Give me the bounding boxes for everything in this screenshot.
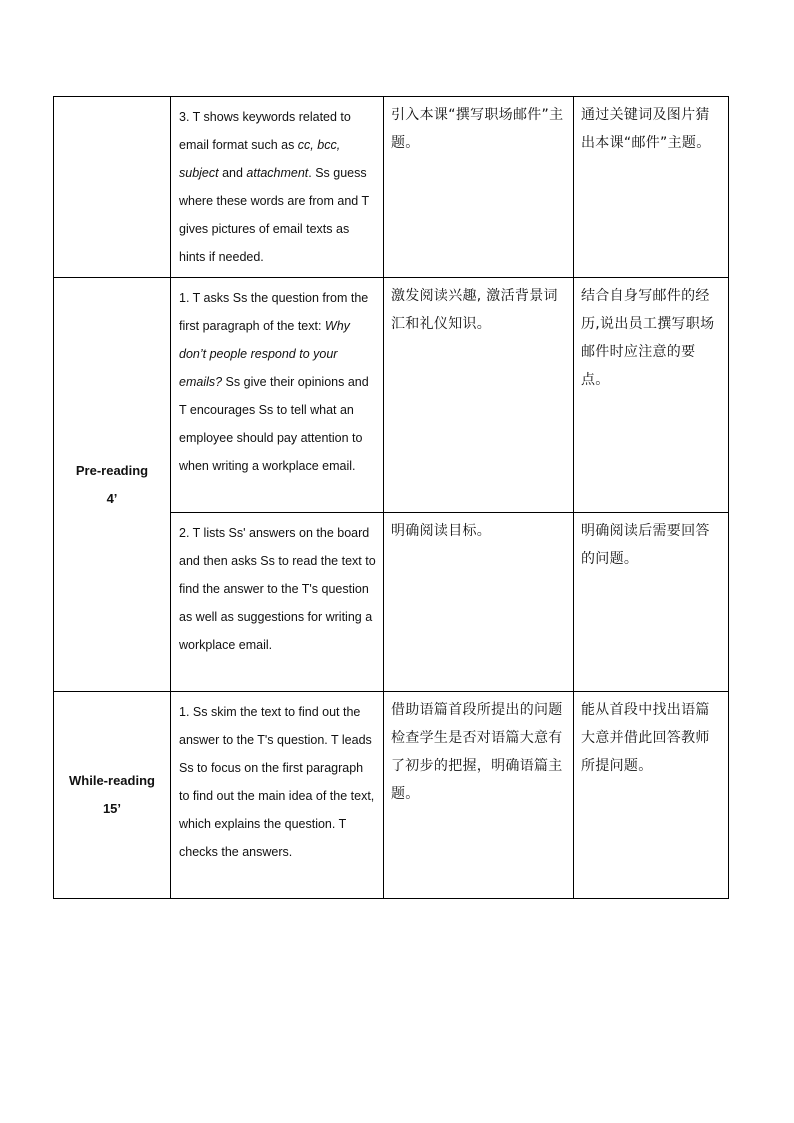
purpose-cell: 引入本课“撰写职场邮件”主题。: [384, 97, 574, 278]
activity-text: 1. Ss skim the text to find out the answer to the T's question. T leads Ss to focus on the first paragraph to find out the main idea of the text, which explains the question. T checks the answers.: [179, 705, 375, 859]
table-row: [54, 278, 729, 513]
italic-term: Why don’t people respond to your emails?: [179, 319, 350, 389]
italic-term: cc, bcc, subject: [179, 138, 341, 180]
stage-name: Pre-reading: [75, 462, 149, 478]
activity-text: 2. T lists Ss' answers on the board and then asks Ss to read the text to find the answer to the T's question as well as suggestions for writing a workplace email.: [179, 526, 376, 652]
activity-cell: [171, 692, 384, 899]
activity-cell: [171, 513, 384, 692]
stage-time: 4’: [106, 490, 118, 506]
purpose-cell: 明确阅读目标。: [384, 513, 574, 692]
stage-cell: [54, 97, 171, 278]
activity-cell: [171, 278, 384, 513]
stage-name: While-reading: [69, 773, 155, 788]
purpose-cell: 借助语篇首段所提出的问题检查学生是否对语篇大意有了初步的把握，明确语篇主题。: [384, 692, 574, 899]
effect-cell: 结合自身写邮件的经历,说出员工撰写职场邮件时应注意的要点。: [574, 278, 729, 513]
table-row: [54, 692, 729, 899]
stage-cell: [54, 278, 171, 692]
lesson-plan-table: [53, 96, 729, 899]
activity-text: and: [218, 166, 247, 180]
stage-cell: [54, 692, 171, 899]
activity-text: Ss give their opinions and T encourages Ss to tell what an employee should pay attention to when writing a workplace email.: [179, 375, 369, 473]
effect-cell: 明确阅读后需要回答的问题。: [574, 513, 729, 692]
purpose-cell: 激发阅读兴趣, 激活背景词汇和礼仪知识。: [384, 278, 574, 513]
activity-cell: [171, 97, 384, 278]
effect-cell: 能从首段中找出语篇大意并借此回答教师所提问题。: [574, 692, 729, 899]
activity-text: 1. T asks Ss the question from the first paragraph of the text:: [179, 291, 369, 333]
stage-time: 15’: [102, 801, 122, 816]
effect-cell: 通过关键词及图片猜出本课“邮件”主题。: [574, 97, 729, 278]
italic-term: attachment: [246, 166, 309, 180]
activity-text: . Ss guess where these words are from and T gives pictures of email texts as hints if needed.: [179, 166, 369, 264]
activity-text: 3. T shows keywords related to email format such as: [179, 110, 351, 152]
table-row: [54, 97, 729, 278]
